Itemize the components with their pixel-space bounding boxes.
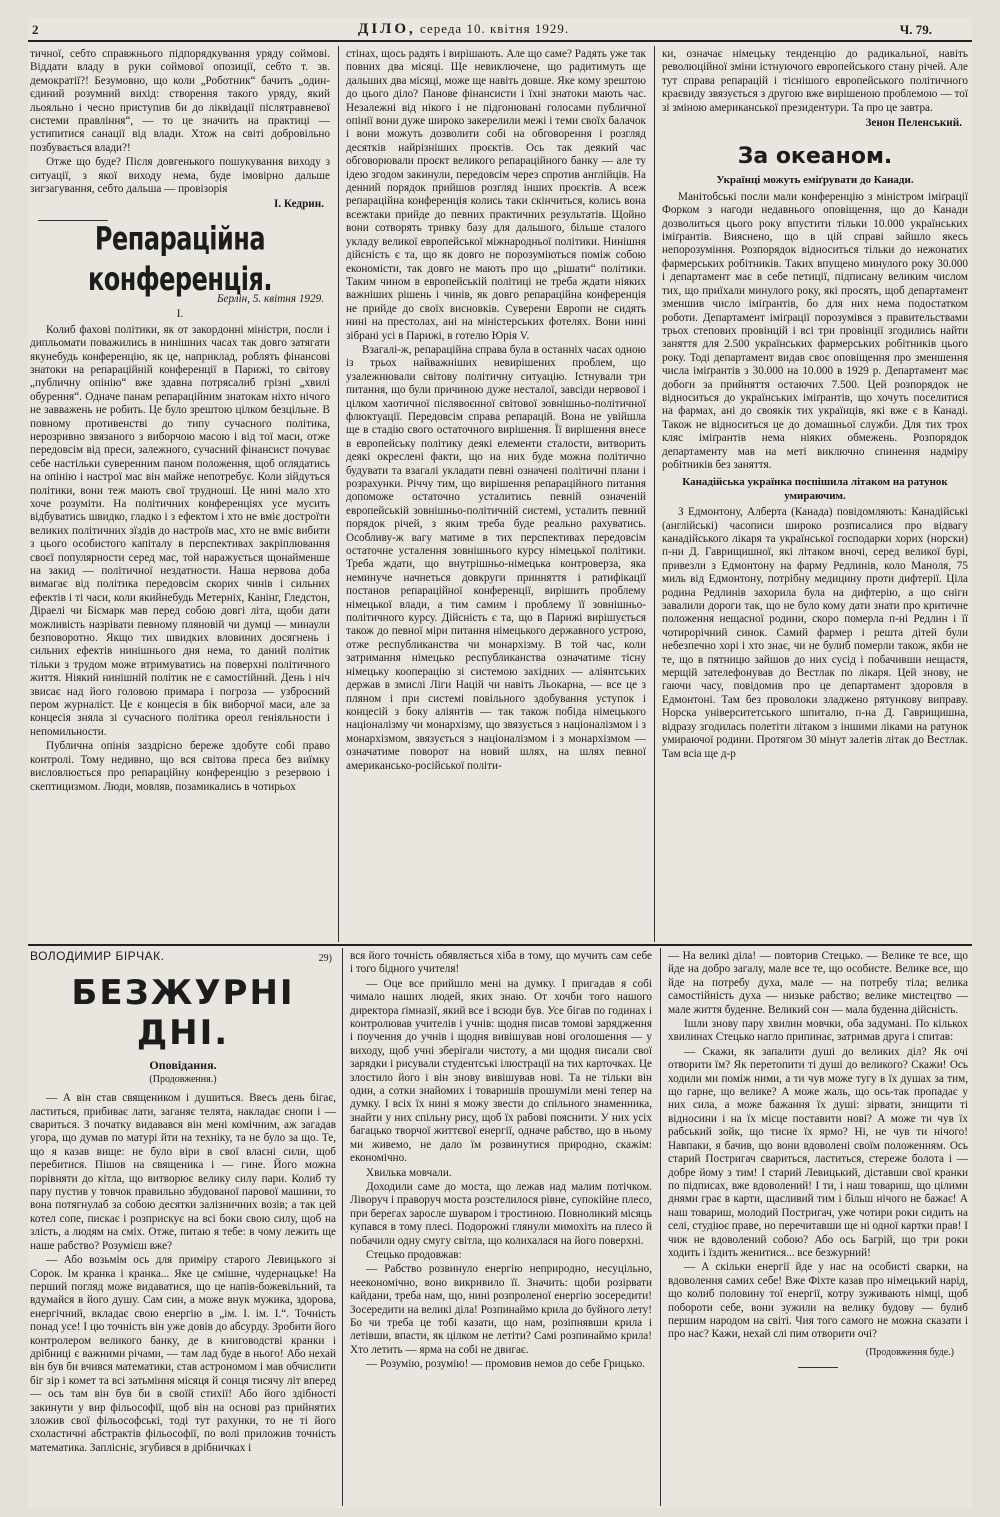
story-paragraph: — Або возьмім ось для приміру старого Левицького зі Сорок. Ім кранка і кранка... Яке це смішне, чудернацьке! На перший погляд може видаватися, що це напів-божевільний, та вдумайся в його душу. Сам син, а може внук мужика, здорова, енергічний, вкладає свою енергію в „ім. І. ім. І.“. Точність понад усе! І цю точність він уже довів до абсурду. Зробити його контролером великого банку, де в книговодстві кранки і дрібниці є важними річами, — там лад буде в нього! Або нехай він був би вчився математики, став астрономом і мав обчислити біг зір і комет та всі затьміння місяця й сонця тисячу літ вперед — ось там він був би в своїй стихії! Або його здібності закинути у вир фільософії, щоб він на основі раз прийнятих зложив свої фільософські, тоді тут рахунки, то не ті його схоластичні абстрактів фільософії, по волі приложив точність математика. Заплісніє, згубився в дрібничках і [30,1254,336,1454]
article-kedryn-end: тичної, себто справжнього підпорядкування уряду соймові. Віддати владу в руки соймової опозиції, себто т. зв. демократії?! Безумовно, що коли „Роботник“ бачить „один-єдиний розумний вихід: створення такого уряду, який льояльно і чесно приступив би до ліквідації післятравневої системи правління“, — то це значить на практиці — устипитися санації від влади. Хтож на світі добровільно позбувається влади?! [30,48,330,154]
page-number: 2 [32,22,39,37]
headline-reparations: Репараційна конференція. [87,219,273,299]
column-1 [30,48,330,940]
story-genre: Оповідання. [149,1058,217,1073]
signature-pelenskyi: Зенон Пеленський. [865,117,962,130]
column-divider [338,46,339,942]
story-paragraph: — Рабство розвинуло енергію неприродно, несуцільно, неекономічно, воно викривило її. Значить: щоби розірвати кайдани, треба нам, що, нині розпроленої енергію зосередити! Зосередити на великі діла! Розпинаймо крила до буйного лету! Бо чи треба це тобі казати, що нам, розіпнявши крила і летівши, впасти, як цілком не летіти? Самі розпинаймо крила! Хто летить — ярма на собі не двигає. [350,1263,652,1356]
column-divider [654,46,655,942]
story-paragraph: — Розумію, розумію! — промовив немов до себе Грицько. [366,1358,645,1371]
story-paragraph: — Скажи, як запалити душі до великих діл? Як очі отворити їм? Як перетопити ті душі до великого? Скажи! Ось ходили ми поміж ними, а ти чув може тугу в їх душах за тим, що гарне, що велике? А може жаль, що ось-так пропадає у них сила, а може бажання їх душі: зірвати, знищити ті відносини і на їх місце поставити нові? А може ти чув їх рабський зойк, що тисне їх ярмо? Ні, не чув ти нічого! Навпаки, я бачив, що вони вдоволені своїм положенням. Ось старий Постригач свариться, ластиться, стереже болота і — добре йому з тим! І старий Левицький, діставши свої кранки по підписах, вже вдоволений! І ти, і наш товариш, що цілими днями грає в карти, щасливий тим і більш нічого не бажає! А наш товариш, молодий Постригач, уже чотири роки сидить на селі, студіює праве, но перечитавши ще ні одної картки прав! І чиж не вдоволений собою? Або ось Багрій, що три роки ходить і їздить женитися... все безжурний! [668,1045,968,1259]
issue-date: середа 10. квітня 1929. [420,21,570,36]
column-divider [342,948,343,1506]
subhead-nurse: Канадійська українка поспішила літаком на ратунок умираючим. [682,476,948,502]
masthead-title [358,21,569,38]
story-column-1 [30,950,336,1504]
newspaper-page [28,18,972,1508]
column-divider [660,948,661,1506]
story-paragraph: Ішли знову пару хвилин мовчки, оба задумані. По кількох хвилинах Стецько нагло припинає, затримав друга і спитав: [668,1018,968,1044]
paper-name: ДІЛО, [358,21,416,37]
section-divider [28,944,972,946]
article-reparations-p1: Колиб фахові політики, як от закордонні міністри, посли і дипльомати поважились в нинішних часах так довго затягати якунебудь конференцію, як це, наприклад, роблять фінансові знатоки на репараційній конференції в Парижі, то світову „публичну опінію“ вже здавна потрясалиб грізні „хвилі обурення“. Одначе панам репараційним знатокам ніхто нічого не завважень не робить. Це було зрештою цілком безцільне. В повному противенстві до типу сучасного політика, нерозривно звязаного з виборчою масою і від тої маси, отже передовсім від преси, залежного, сучасний фінансист почуває себе настільки суверенним паном положення, щоб оглядатись на опінію і настрої мас він майже непотребує. Коли зійдуться політики, вони теж мають свої трудноші. Це нині мало хто хоче розуміти. На політичних конференціях усе мусить відбуватись швидко, гладко і з ефектом і хто не вміє достроїти великих політичних зїздів до настроїв мас, хто не вміє вибити з цього особистого капіталу в перспективах закріплювання своєї популярности серед мас, той наражується щонайменше на закид — політичної нездатности. Наша нервова доба вимагає від політика передовсім скорих чинів і сильних ефектів і ті часи, коли якийнебудь Метерніх, Канінг, Глeдстон, Діраелі чи Бісмарк мав перед собою довгі літа, щоби дати можливість назрівати певному пляновій чи думці — минаули безповоротно. Якщо тих швидких вловиних досягнень і сильних ефектів нинішнього дня нема, то даний політик тільки з трудом може втримуватись на поверхні політичного життя. Ніякий нинішній політик не є самостійний. День і ніч звисає над його головою примара і погроза — узброєний пером журналіст. Це є концесія в бік виборчої маси, але за концесія зняла зі сучасного політика ореол геніяльности і непомильности. [30,323,330,738]
article-emigration: Манітобські посли мали конференцію з міністром іміґрації Форком з нагоди недавнього оповіщення, що до Канади дозволиться цього року впустити тільки 10.000 українських іміґрантів. Вияснено, що в цій справі зайшло якесь непорозуміння. Розпорядок відноситься тільки до нежонатих фармерських робітників. Таких впущено минулого року 30.000 і департамент має в себе петиції, підписану великим числом тих, що приїхали минулого року, які просять, щоб департамент зменшив число іміґрантів, бо для них нема подостатком роботи. Департамент іміґрації порозумівся з правительствами трьох степових провінцій і всі три провінції згодились найти заняття для 2.500 українських фармерських робітників цього року. Тоді департамент видав своє оповіщення про зменшення числа іміґрантів з 30.000 на 10.000 в 1929 р. Департамент має добоги за прийняття остаючих 7.500. Цей розпорядок не відноситься до українських іміґрантів, що хочуть поселитися на фармах, ані до своякік тих українців, які вже є в Канаді. Також не відноситься це до домашньої служби. Для тих трох кляс іміґрантів нема ніяких обмежень. Розпорядок департаменту мав на меті виключно спинення надміру робітників без заняття. [662,190,968,471]
story-paragraph: — А скільки енергії йде у нас на особисті сварки, на вдоволення самих себе! Вже Фіхте казав про німецький нарід, що колиб половину тої енергії, котру зуживають німці, щоб побороти себе, вони зужили на велику будову — булиб першим народом на світі. Чия того самого не можна сказати і про нас? Кажи, нехай слі пим отворити очі? [668,1261,968,1341]
column-3 [662,48,968,940]
subhead-emigration: Українці можуть еміґрувати до Канади. [716,174,914,187]
article-reparations-p2: Публична опінія заздрісно береже здобуте собі право контролі. Тому недивно, що вся світова преса без виїмку висловлюється про репараційну конференцію з резервою і скептицизмом. Люди, мовляв, позамикались в чотирьох [30,740,330,793]
dateline-berlin: Берлін, 5. квітня 1929. [216,292,324,305]
masthead [28,18,972,42]
story-paragraph: Хвилька мовчали. [366,1166,452,1179]
section-number: І. [176,308,184,321]
article-reparations-p4: Взагалі-ж, репараційна справа була в останніх часах одною із трьох найважніших невирішених проблем, що узалежнювали світову політичну ситуацію. Істнували три питання, що були причиною дуже несталої, завсіди нервової і цілком хаотичної післявоєнної світової зовнішньо-політичної флюктуації. Передовсім справа репарацій. Вона не увійшла ще в стадію свого остаточного вирішення. Її вирішення внесе в европейську політику деякі елементи сталости, витворить деякі окреслені факти, що на них буде можна політично будувати та взагалі укладати певні означені політичні плани і розрахунки. Річчу тим, що вирішення репараційного питання допоможе остаточно усталитись певній означеній европейській зовнішньо-політичній системі, усталить певний порядок річей, з яким треба буде реально рахуватись. Особливу-ж вагу матиме в тих перспективах передовсім остаточне усталення зовнішнього курсу німецької політики. Треба ждати, що внутрішньо-німецька контроверза, яка неминуче начнеться довкруги принняття і ратифікації постанов репараційної конференції, вирішить проблему німецької влади, а тим самим і проблему її зовнішньо-політичного курсу. Дійсність є та, що в Парижі вирішується також до певної міри питання німецького державного устрою, отже республиканства чи монархізму. В той час, коли затримання німецько республиканства означатиме тісну німецьку кооперацію зі системою західних — аліянтських держав в змислі Ліги Націй чи навіть Льокарна, — все це з пляном і при системі повільного здобування уступок і концесій з боку аліянтів — так також побіда німецького націоналізму чи монархізму, що звязується з націоналізмом і з монархізмом, звязується з націоналізмом і з монархізмом — означатиме поворот на новий шлях, на шлях певної американсько-російської політи- [346,343,646,772]
story-paragraph: вся його точність обявляється хіба в тому, що мучить сам себе і того бідного учителя! [350,950,652,976]
article-kedryn-conclusion: Отже що буде? Після довгенького пошукування виходу з ситуації, з якої виходу нема, буде імовірно дальше зигзагування, себто дальша — провізорія [30,156,330,196]
end-rule [798,1367,838,1368]
article-nurse: З Едмонтону, Алберта (Канада) повідомляють: Канадійські (англійські) часописи широко розписалися про відвагу канадійського лікаря та української господарки хорих (норски) п-ни Д. Гаврищишної, які літаком вночі, серед великої бурі, привезли з Едмонтону на фарму Редлинів, коло Маноля, 75 миль від Едмонтону, потрібну медицину проти дифтерії. Ціла родина Редлинів захорила була на дифтерію, а що сніги завалили дороги так, що не було кому дати знати про критичне положення нещасної родини, скоро померла п-ні Редлин і її чотирорічний синок. Самий фармер і решта дітей були небезпечно хорі і хто знає, чи не булиб померли також, якби не те, що в пятницю зайшов до них сусід і побачивши нещастя, мерщій зателефонував до Вестлак по лікаря. Цей знову, не гаючи часу, повідомив про це департамент здоровля в Едмонтоні. Там без проволоки зладжено рятункову виправу. Норска університетського шпиталю, п-на Д. Гаврищишна, відразу згодилась полетіти літаком з іншими ліками на ратунок умираючої родини. Протягом 30 мінут залетів літак до Вестлак. Там всіа ще д-р [662,506,968,760]
story-author: ВОЛОДИМИР БІРЧАК. [30,950,165,963]
story-paragraph: — На великі діла! — повторив Стецько. — Велике те все, що йде на добро загалу, мале все те, що особисте. Велике все, що йде на потребу духа, мале — на потребу тіла; велика самостійність духа — низьке рабство; велике мистецтво — мале життя буденне. Великий сон — мала буденна дійсність. [668,950,968,1016]
article-reparations-p3: стінах, щось радять і вирішають. Але що саме? Радять уже так повних два місяці. Ще невиключене, що радитимуть ще дальших два місяці, може ще навіть довше. Яке кому зрештою до цього діло? Панове фінансисти і їхні знатоки мають час. Незалежні від нікого і не підгонювані голосами публичної опінії вони дуже широко закерелили межі і теми своїх балачок і вони можуть дозволити собі на обговорення і розгляд десятків найрізніших проєктів. Ось так деякий час обговорювали проєкт великого репараційного банку — але ту ідею згодом закинули, передовсім через спротив англійців. На денний порядок прийшов розгляд інших проєктів. А всеж репараційна конференція колись таки скінчиться, колись вона всежтаки прийде до певних практичних результатів. Щойно вони сотворять тривку базу для дальшого, більше сталого укладу великої европейської міжнародньої політики. Нинішня дійсність є та, що як довго не порозуміються поміж собою економісти, так довго не мають про що „рішати“ політики. Таким чином в европейській політиці не треба ждати ніяких важніших рішень і чинів, як довго репараційна конференція не прийде до своїх висновків. Суверени Европи не сидять нині на престолах, ані на міністерських фотелях. Вони нині зібрані усі в Парижі, в готелю Юрія V. [346,48,646,342]
story-title: БЕЗЖУРНІ ДНІ. [71,973,295,1054]
story-paragraph: — Оце все прийшло мені на думку. І пригадав я собі чимало наших людей, яких знаю. От хочби того нашого директора ґімназії, який все і всюди був. Усе бігав по годинах і контролював учителів і учнів: щодня писав томові зарядження і поучення до учнів і щодня вивішував нові оголошення — у виходу, щоб учні зберігали чистоту, а ми щодня писали свої зарядки і рисували студентські ілюстрації на тих карточках. Це злостило його і він знову вивішував нові. Та не тільки він один, а сотки знайомих і товаришів прошуміли мені тепер на думку. І всіх їх нині я можу звести до спільного знаменника, знайти у них спільну рису, щоб їх рабові пояснити. У них усіх багацько творчої життєвої енергії, одначе рабство, що в ньому ми живемо, не дало їм розвинутися природно, скажім: економічно. [350,977,652,1165]
column-2 [346,48,646,940]
story-column-3 [668,950,968,1504]
story-paragraph: Стецько продовжав: [366,1248,462,1261]
story-paragraph: — А він став священиком і душиться. Ввесь день бігає, ластиться, прибиває лати, заганяє телята, накладає снопи і — свариться. З початку видавався він мені комічним, аж загадав угора, що думав по матурі йти на техніку, та не було за що. Те, що я казав вище: не було віри в свої власні сили, щоб перебитися. Пішов на священика і — гине. Його можна порівняти до кітла, що витворює велику силу пари. Колиб ту пару пустив у товчок правильно збудованої парової машини, то вона потягнулаб за собою десятки залізничних возів; а так цей котел сопе, пискає і розприскує на всі боки свою силу, щоб на злість, а людям на сміх. Отже, питаю я тебе: в чому лежить ще наше рабство? Розумієш вже? [30,1092,336,1252]
story-column-2 [350,950,652,1504]
headline-overseas: За океаном. [737,144,893,170]
issue-number: Ч. 79. [899,22,932,37]
to-be-continued: (Продовження буде.) [865,1346,954,1358]
article-reparations-end: ки, означає німецьку тенденцію до радикальної, навіть революційної зміни істнуючого европейського стану річей. Але тут справа репарацій і тіснішого европейського політичного краєвиду звязується з другою вже вирішеною проблемою — тої зі зміною американської президентури. Та про це завтра. [662,48,968,114]
story-continued: (Продовження.) [149,1073,217,1085]
signature-kedryn: І. Кедрин. [273,198,324,211]
story-paragraph: Доходили саме до моста, що лежав над малим потічком. Ліворуч і праворуч моста розстелилося рівне, супокійне плесо, при берегах заросле шуваром і тростиною. Повноликий місяць купався в тому плесі. Подорожні глянули мимохіть на плесо й побачили одну смугу світла, що колихалася на його поверхні. [350,1180,652,1247]
installment-number: 29) [318,953,332,964]
